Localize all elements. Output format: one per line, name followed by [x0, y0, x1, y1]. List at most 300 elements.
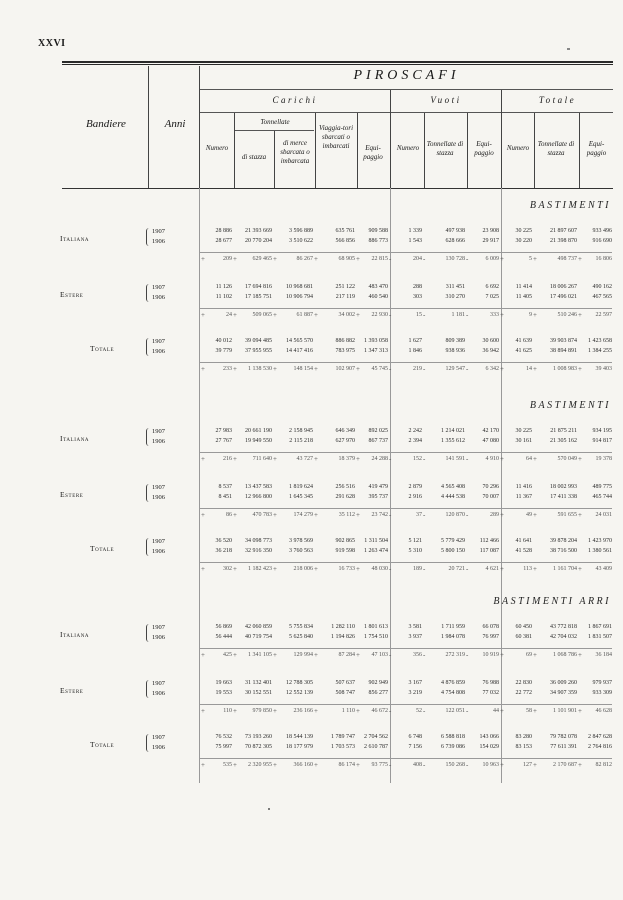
diff-sign: -: [466, 761, 469, 769]
cell-value: 11 367: [515, 494, 532, 500]
section-title: BASTIMENTI: [529, 200, 611, 211]
cell-value: 934 195: [592, 428, 612, 434]
diff-separator: [200, 508, 612, 509]
cell-value: 5 121: [408, 538, 422, 544]
year-label: 1907: [152, 734, 165, 741]
cell-value: 8 451: [218, 494, 232, 500]
cell-value: 21 897 607: [550, 228, 577, 234]
cell-value: 4 565 408: [441, 484, 465, 490]
diff-sign: +: [578, 707, 582, 715]
cell-value: 886 773: [368, 238, 388, 244]
header-bandiere: Bandiere: [86, 118, 126, 130]
year-label: 1907: [152, 484, 165, 491]
diff-value: 236 166: [293, 708, 313, 714]
cell-value: 37 955 955: [245, 348, 272, 354]
cell-value: 39 779: [215, 348, 232, 354]
cell-value: 41 641: [515, 538, 532, 544]
header-viaggiatori: Viaggia-tori sbarcati o imbarcati: [318, 124, 354, 150]
cell-value: 27 983: [215, 428, 232, 434]
diff-separator: [200, 452, 612, 453]
diff-value: 43 727: [296, 456, 313, 462]
diff-value: 86: [226, 512, 232, 518]
cell-value: 39 903 874: [550, 338, 577, 344]
cell-value: 28 677: [215, 238, 232, 244]
diff-sign: +: [533, 311, 537, 319]
cell-value: 112 466: [479, 538, 499, 544]
diff-value: 15: [416, 312, 422, 318]
diff-sign: -: [389, 311, 392, 319]
diff-sign: -: [466, 365, 469, 373]
diff-sign: -: [423, 255, 426, 263]
cell-value: 1 645 345: [289, 494, 313, 500]
diff-sign: +: [314, 707, 318, 715]
diff-value: 4 621: [485, 566, 499, 572]
cell-value: 19 663: [215, 680, 232, 686]
diff-value: 591 655: [557, 512, 577, 518]
cell-value: 36 218: [215, 548, 232, 554]
cell-value: 2 704 562: [364, 734, 388, 740]
diff-sign: -: [423, 761, 426, 769]
header-numero-carichi: Numero: [205, 144, 229, 152]
diff-value: 150 268: [445, 762, 465, 768]
cell-value: 30 600: [482, 338, 499, 344]
diff-value: 219: [413, 366, 422, 372]
diff-value: 148 154: [293, 366, 313, 372]
diff-value: 10 963: [482, 762, 499, 768]
cell-value: 311 451: [445, 284, 465, 290]
cell-value: 19 553: [215, 690, 232, 696]
cell-value: 1 627: [408, 338, 422, 344]
cell-value: 77 611 391: [550, 744, 577, 750]
diff-sign: +: [533, 511, 537, 519]
diff-sign: -: [389, 761, 392, 769]
cell-value: 20 661 190: [245, 428, 272, 434]
diff-value: 189: [413, 566, 422, 572]
cell-value: 251 122: [335, 284, 355, 290]
diff-sign: +: [533, 761, 537, 769]
header-equipaggio-vuoti: Equi-paggio: [474, 140, 494, 157]
header-totale: Totale: [538, 95, 577, 105]
cell-value: 3 978 569: [289, 538, 313, 544]
cell-value: 23 908: [482, 228, 499, 234]
cell-value: 66 078: [482, 624, 499, 630]
diff-sign: -: [389, 651, 392, 659]
cell-value: 1 214 021: [441, 428, 465, 434]
diff-sign: -: [466, 511, 469, 519]
header-numero-vuoti: Numero: [396, 144, 420, 152]
cell-value: 73 193 260: [245, 734, 272, 740]
cell-value: 1 711 959: [441, 624, 465, 630]
diff-sign: +: [233, 511, 237, 519]
cell-value: 628 666: [445, 238, 465, 244]
cell-value: 8 537: [218, 484, 232, 490]
cell-value: 10 906 794: [286, 294, 313, 300]
diff-sign: +: [500, 311, 504, 319]
diff-value: 302: [223, 566, 232, 572]
cell-value: 79 782 078: [550, 734, 577, 740]
cell-value: 395 737: [368, 494, 388, 500]
diff-value: 5: [529, 256, 532, 262]
diff-sign: +: [356, 651, 360, 659]
diff-separator: [200, 704, 612, 705]
diff-value: 129 547: [445, 366, 465, 372]
year-label: 1907: [152, 680, 165, 687]
cell-value: 75 997: [215, 744, 232, 750]
cell-value: 1 831 507: [588, 634, 612, 640]
diff-value: 6 009: [485, 256, 499, 262]
diff-sign: +: [201, 311, 205, 319]
diff-value: 498 737: [557, 256, 577, 262]
cell-value: 70 296: [482, 484, 499, 490]
cell-value: 497 938: [445, 228, 465, 234]
diff-value: 1 068 786: [553, 652, 577, 658]
cell-value: 3 581: [408, 624, 422, 630]
cell-value: 83 280: [515, 734, 532, 740]
diff-value: 20 721: [448, 566, 465, 572]
diff-sign: -: [466, 651, 469, 659]
diff-value: 711 640: [252, 456, 272, 462]
year-label: 1907: [152, 284, 165, 291]
diff-value: 24 288: [371, 456, 388, 462]
cell-value: 39 878 204: [550, 538, 577, 544]
cell-value: 5 800 150: [441, 548, 465, 554]
year-label: 1906: [152, 238, 165, 245]
cell-value: 508 747: [335, 690, 355, 696]
cell-value: 1 846: [408, 348, 422, 354]
header-di-merce: di merce sbarcata o imbarcata: [280, 139, 310, 165]
cell-value: 916 690: [592, 238, 612, 244]
year-label: 1906: [152, 494, 165, 501]
diff-sign: +: [273, 761, 277, 769]
diff-sign: +: [273, 511, 277, 519]
cell-value: 310 270: [445, 294, 465, 300]
diff-sign: +: [500, 365, 504, 373]
cell-value: 933 496: [592, 228, 612, 234]
cell-value: 42 704 032: [550, 634, 577, 640]
diff-sign: +: [533, 707, 537, 715]
diff-value: 86 267: [296, 256, 313, 262]
diff-sign: +: [273, 707, 277, 715]
cell-value: 20 770 204: [245, 238, 272, 244]
diff-sign: +: [201, 511, 205, 519]
cell-value: 42 170: [482, 428, 499, 434]
brace: [146, 338, 151, 356]
cell-value: 1 754 510: [364, 634, 388, 640]
cell-value: 76 988: [482, 680, 499, 686]
cell-value: 919 598: [335, 548, 355, 554]
cell-value: 36 520: [215, 538, 232, 544]
cell-value: 39 094 485: [245, 338, 272, 344]
diff-sign: +: [233, 311, 237, 319]
diff-value: 35 112: [338, 512, 355, 518]
diff-value: 470 783: [252, 512, 272, 518]
diff-value: 233: [223, 366, 232, 372]
cell-value: 4 754 808: [441, 690, 465, 696]
cell-value: 1 311 504: [364, 538, 388, 544]
cell-value: 303: [413, 294, 422, 300]
diff-value: 289: [490, 512, 499, 518]
year-label: 1906: [152, 438, 165, 445]
diff-value: 22 930: [371, 312, 388, 318]
cell-value: 467 565: [592, 294, 612, 300]
cell-value: 1 263 474: [364, 548, 388, 554]
diff-value: 510 246: [557, 312, 577, 318]
cell-value: 34 907 359: [550, 690, 577, 696]
diff-value: 10 919: [482, 652, 499, 658]
cell-value: 36 009 260: [550, 680, 577, 686]
diff-value: 34 002: [338, 312, 355, 318]
diff-value: 16 733: [338, 566, 355, 572]
cell-value: 3 167: [408, 680, 422, 686]
year-label: 1906: [152, 294, 165, 301]
year-label: 1907: [152, 428, 165, 435]
diff-value: 1 008 983: [553, 366, 577, 372]
cell-value: 76 997: [482, 634, 499, 640]
diff-sign: +: [273, 565, 277, 573]
diff-value: 6 342: [485, 366, 499, 372]
diff-sign: -: [466, 707, 469, 715]
diff-value: 366 160: [293, 762, 313, 768]
cell-value: 5 779 429: [441, 538, 465, 544]
header-anni: Anni: [164, 118, 186, 130]
diff-sign: +: [233, 565, 237, 573]
brace: [146, 484, 151, 502]
flag-label: Totale: [90, 544, 115, 553]
cell-value: 5 310: [408, 548, 422, 554]
cell-value: 83 153: [515, 744, 532, 750]
cell-value: 1 543: [408, 238, 422, 244]
cell-value: 490 162: [592, 284, 612, 290]
cell-value: 1 355 612: [441, 438, 465, 444]
cell-value: 34 098 773: [245, 538, 272, 544]
diff-value: 58: [526, 708, 532, 714]
cell-value: 1 984 078: [441, 634, 465, 640]
diff-value: 570 049: [557, 456, 577, 462]
cell-value: 18 006 267: [550, 284, 577, 290]
cell-value: 3 760 563: [289, 548, 313, 554]
diff-value: 509 065: [252, 312, 272, 318]
diff-sign: +: [314, 511, 318, 519]
diff-value: 36 184: [595, 652, 612, 658]
diff-sign: +: [500, 707, 504, 715]
diff-value: 110: [223, 708, 232, 714]
diff-value: 45 745: [371, 366, 388, 372]
cell-value: 30 220: [515, 238, 532, 244]
diff-sign: +: [533, 455, 537, 463]
cell-value: 22 830: [515, 680, 532, 686]
cell-value: 11 416: [515, 484, 532, 490]
diff-sign: +: [273, 455, 277, 463]
brace: [146, 538, 151, 556]
flag-label: Estere: [60, 686, 84, 695]
diff-sign: -: [389, 255, 392, 263]
header-tonnellate: Tonnellate: [260, 118, 290, 126]
diff-value: 46 672: [371, 708, 388, 714]
diff-sign: -: [466, 565, 469, 573]
diff-sign: +: [314, 565, 318, 573]
brace: [146, 680, 151, 698]
cell-value: 154 029: [479, 744, 499, 750]
year-label: 1906: [152, 744, 165, 751]
cell-value: 2 764 816: [588, 744, 612, 750]
cell-value: 809 389: [445, 338, 465, 344]
cell-value: 17 411 338: [550, 494, 577, 500]
diff-value: 16 806: [595, 256, 612, 262]
cell-value: 1 867 691: [588, 624, 612, 630]
cell-value: 30 225: [515, 228, 532, 234]
diff-sign: +: [356, 761, 360, 769]
diff-value: 47 103: [371, 652, 388, 658]
cell-value: 31 132 401: [245, 680, 272, 686]
diff-value: 1 138 530: [248, 366, 272, 372]
diff-sign: +: [314, 255, 318, 263]
diff-sign: +: [314, 651, 318, 659]
flag-label: Estere: [60, 290, 84, 299]
year-label: 1907: [152, 538, 165, 545]
cell-value: 41 528: [515, 548, 532, 554]
diff-sign: +: [500, 761, 504, 769]
brace: [146, 228, 151, 246]
cell-value: 21 393 669: [245, 228, 272, 234]
diff-value: 14: [526, 366, 532, 372]
cell-value: 60 450: [515, 624, 532, 630]
diff-value: 22 815: [371, 256, 388, 262]
diff-sign: +: [356, 455, 360, 463]
diff-sign: -: [466, 311, 469, 319]
diff-value: 24: [226, 312, 232, 318]
page-number: XXVI: [38, 38, 66, 49]
cell-value: 1 423 970: [588, 538, 612, 544]
diff-sign: +: [233, 707, 237, 715]
cell-value: 56 869: [215, 624, 232, 630]
diff-value: 43 409: [595, 566, 612, 572]
cell-value: 17 496 021: [550, 294, 577, 300]
cell-value: 1 801 613: [364, 624, 388, 630]
cell-value: 21 398 870: [550, 238, 577, 244]
cell-value: 11 405: [515, 294, 532, 300]
year-label: 1906: [152, 690, 165, 697]
cell-value: 256 516: [335, 484, 355, 490]
cell-value: 70 872 305: [245, 744, 272, 750]
cell-value: 288: [413, 284, 422, 290]
diff-value: 93 775: [371, 762, 388, 768]
cell-value: 979 937: [592, 680, 612, 686]
cell-value: 17 185 751: [245, 294, 272, 300]
cell-value: 2 242: [408, 428, 422, 434]
cell-value: 41 625: [515, 348, 532, 354]
diff-sign: +: [578, 311, 582, 319]
diff-value: 19 378: [595, 456, 612, 462]
diff-value: 86 174: [338, 762, 355, 768]
cell-value: 892 025: [368, 428, 388, 434]
header-equipaggio-totale: Equi-paggio: [586, 140, 607, 157]
cell-value: 40 012: [215, 338, 232, 344]
diff-sign: +: [578, 255, 582, 263]
cell-value: 1 789 747: [331, 734, 355, 740]
cell-value: 17 694 816: [245, 284, 272, 290]
cell-value: 902 865: [335, 538, 355, 544]
cell-value: 7 025: [485, 294, 499, 300]
flag-label: Italiana: [60, 234, 90, 243]
cell-value: 36 942: [482, 348, 499, 354]
diff-value: 127: [523, 762, 532, 768]
flag-label: Italiana: [60, 434, 90, 443]
cell-value: 11 414: [515, 284, 532, 290]
diff-value: 425: [223, 652, 232, 658]
cell-value: 56 444: [215, 634, 232, 640]
diff-sign: +: [233, 255, 237, 263]
diff-value: 9: [529, 312, 532, 318]
header-carichi: Carichi: [272, 95, 318, 105]
cell-value: 7 156: [408, 744, 422, 750]
cell-value: 77 032: [482, 690, 499, 696]
diff-sign: +: [201, 455, 205, 463]
diff-value: 629 465: [252, 256, 272, 262]
diff-sign: +: [356, 311, 360, 319]
diff-sign: +: [500, 651, 504, 659]
diff-value: 24 031: [595, 512, 612, 518]
diff-value: 2 320 955: [248, 762, 272, 768]
cell-value: 1 282 110: [331, 624, 355, 630]
cell-value: 867 737: [368, 438, 388, 444]
diff-value: 120 870: [445, 512, 465, 518]
diff-sign: -: [423, 455, 426, 463]
diff-sign: +: [500, 565, 504, 573]
diff-value: 1 182 423: [248, 566, 272, 572]
diff-sign: -: [423, 707, 426, 715]
diff-sign: +: [356, 255, 360, 263]
cell-value: 41 639: [515, 338, 532, 344]
diff-sign: -: [389, 455, 392, 463]
cell-value: 21 875 211: [550, 428, 577, 434]
cell-value: 566 856: [335, 238, 355, 244]
year-label: 1907: [152, 624, 165, 631]
diff-value: 23 742: [371, 512, 388, 518]
diff-value: 174 279: [293, 512, 313, 518]
cell-value: 60 381: [515, 634, 532, 640]
cell-value: 507 637: [335, 680, 355, 686]
cell-value: 18 002 993: [550, 484, 577, 490]
year-label: 1906: [152, 548, 165, 555]
diff-sign: -: [423, 511, 426, 519]
diff-value: 129 994: [293, 652, 313, 658]
diff-sign: +: [233, 455, 237, 463]
cell-value: 1 393 058: [364, 338, 388, 344]
cell-value: 42 060 859: [245, 624, 272, 630]
diff-value: 122 051: [445, 708, 465, 714]
diff-sign: +: [500, 455, 504, 463]
cell-value: 489 775: [592, 484, 612, 490]
diff-sign: +: [233, 761, 237, 769]
cell-value: 6 588 818: [441, 734, 465, 740]
diff-value: 64: [526, 456, 532, 462]
cell-value: 30 152 551: [245, 690, 272, 696]
cell-value: 28 886: [215, 228, 232, 234]
diff-sign: +: [201, 707, 205, 715]
year-label: 1906: [152, 634, 165, 641]
cell-value: 14 417 416: [286, 348, 313, 354]
diff-sign: +: [273, 255, 277, 263]
cell-value: 18 544 139: [286, 734, 313, 740]
diff-sign: +: [533, 365, 537, 373]
diff-value: 1 161 704: [553, 566, 577, 572]
cell-value: 856 277: [368, 690, 388, 696]
diff-sign: +: [533, 651, 537, 659]
diff-separator: [200, 308, 612, 309]
diff-value: 39 403: [595, 366, 612, 372]
cell-value: 3 219: [408, 690, 422, 696]
cell-value: 14 565 570: [286, 338, 313, 344]
